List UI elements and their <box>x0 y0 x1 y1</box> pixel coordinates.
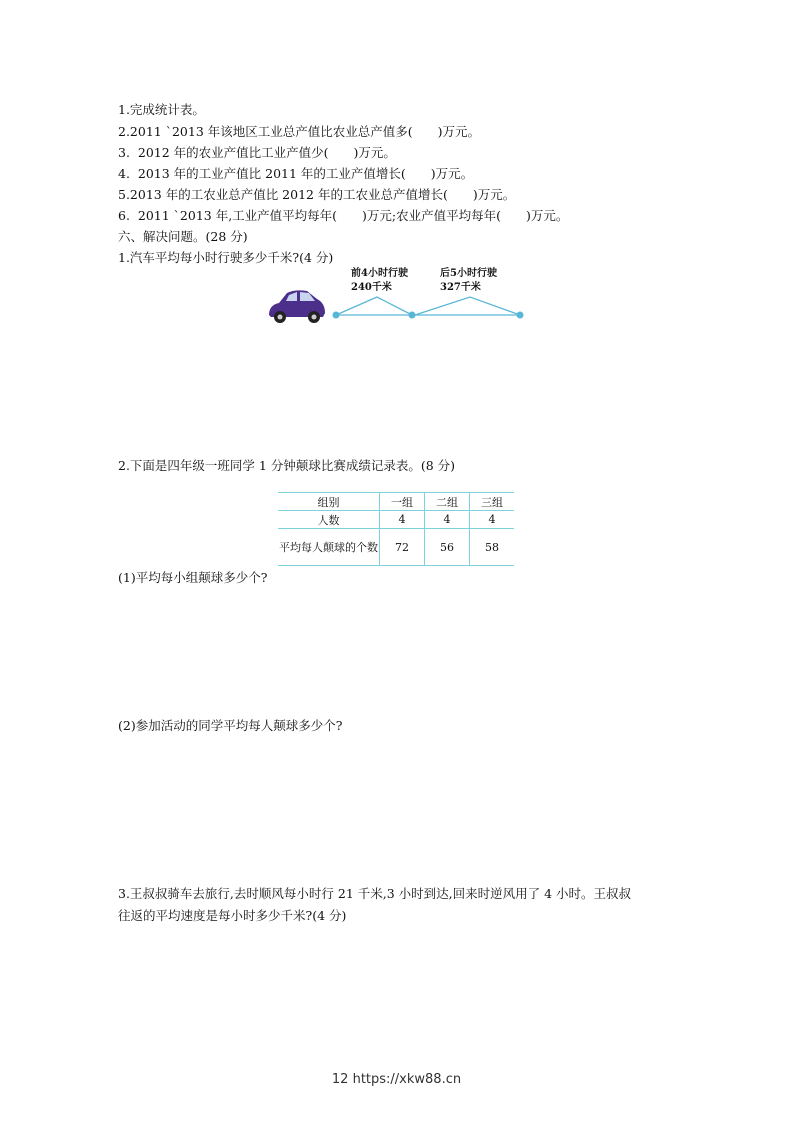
table-cell: 4 <box>425 511 470 529</box>
sub-question-2: (2)参加活动的同学平均每人颠球多少个? <box>118 718 343 733</box>
segment-label-1: 前4小时行驶 240千米 <box>351 268 408 293</box>
table-cell: 平均每人颠球的个数 <box>278 529 380 566</box>
question-line: 1.完成统计表。 <box>118 102 205 117</box>
table-cell: 72 <box>380 529 425 566</box>
header-cell: 组别 <box>278 493 380 511</box>
question-line: 1.汽车平均每小时行驶多少千米?(4 分) <box>118 250 334 265</box>
table-cell: 56 <box>425 529 470 566</box>
question-line: 4. 2013 年的工业产值比 2011 年的工业产值增长( )万元。 <box>118 166 474 181</box>
question-3-line-2: 往返的平均速度是每小时多少千米?(4 分) <box>118 908 347 923</box>
table-cell: 4 <box>470 511 515 529</box>
question-line: 5.2013 年的工农业总产值比 2012 年的工农业总产值增长( )万元。 <box>118 187 516 202</box>
segment-label-2: 后5小时行驶 327千米 <box>440 268 497 293</box>
sub-question-1: (1)平均每小组颠球多少个? <box>118 570 268 585</box>
table-cell: 58 <box>470 529 515 566</box>
section-heading: 六、解决问题。(28 分) <box>118 229 248 244</box>
page-footer: 12 https://xkw88.cn <box>331 1072 462 1087</box>
question-line: 6. 2011 ˋ2013 年,工业产值平均每年( )万元;农业产值平均每年( )万元。 <box>118 208 569 223</box>
header-cell: 二组 <box>425 493 470 511</box>
distance-diagram <box>265 285 530 325</box>
header-cell: 一组 <box>380 493 425 511</box>
header-cell: 三组 <box>470 493 515 511</box>
car-icon <box>269 290 325 323</box>
question-3-line-1: 3.王叔叔骑车去旅行,去时顺风每小时行 21 千米,3 小时到达,回来时逆风用了 4 小时。王叔叔 <box>118 886 632 901</box>
table-cell: 人数 <box>278 511 380 529</box>
question-line: 2.2011 ˋ2013 年该地区工业总产值比农业总产值多( )万元。 <box>118 124 481 139</box>
score-table <box>278 492 514 566</box>
question-line: 3. 2012 年的农业产值比工业产值少( )万元。 <box>118 145 396 160</box>
question-2-title: 2.下面是四年级一班同学 1 分钟颠球比赛成绩记录表。(8 分) <box>118 458 456 473</box>
table-cell: 4 <box>380 511 425 529</box>
